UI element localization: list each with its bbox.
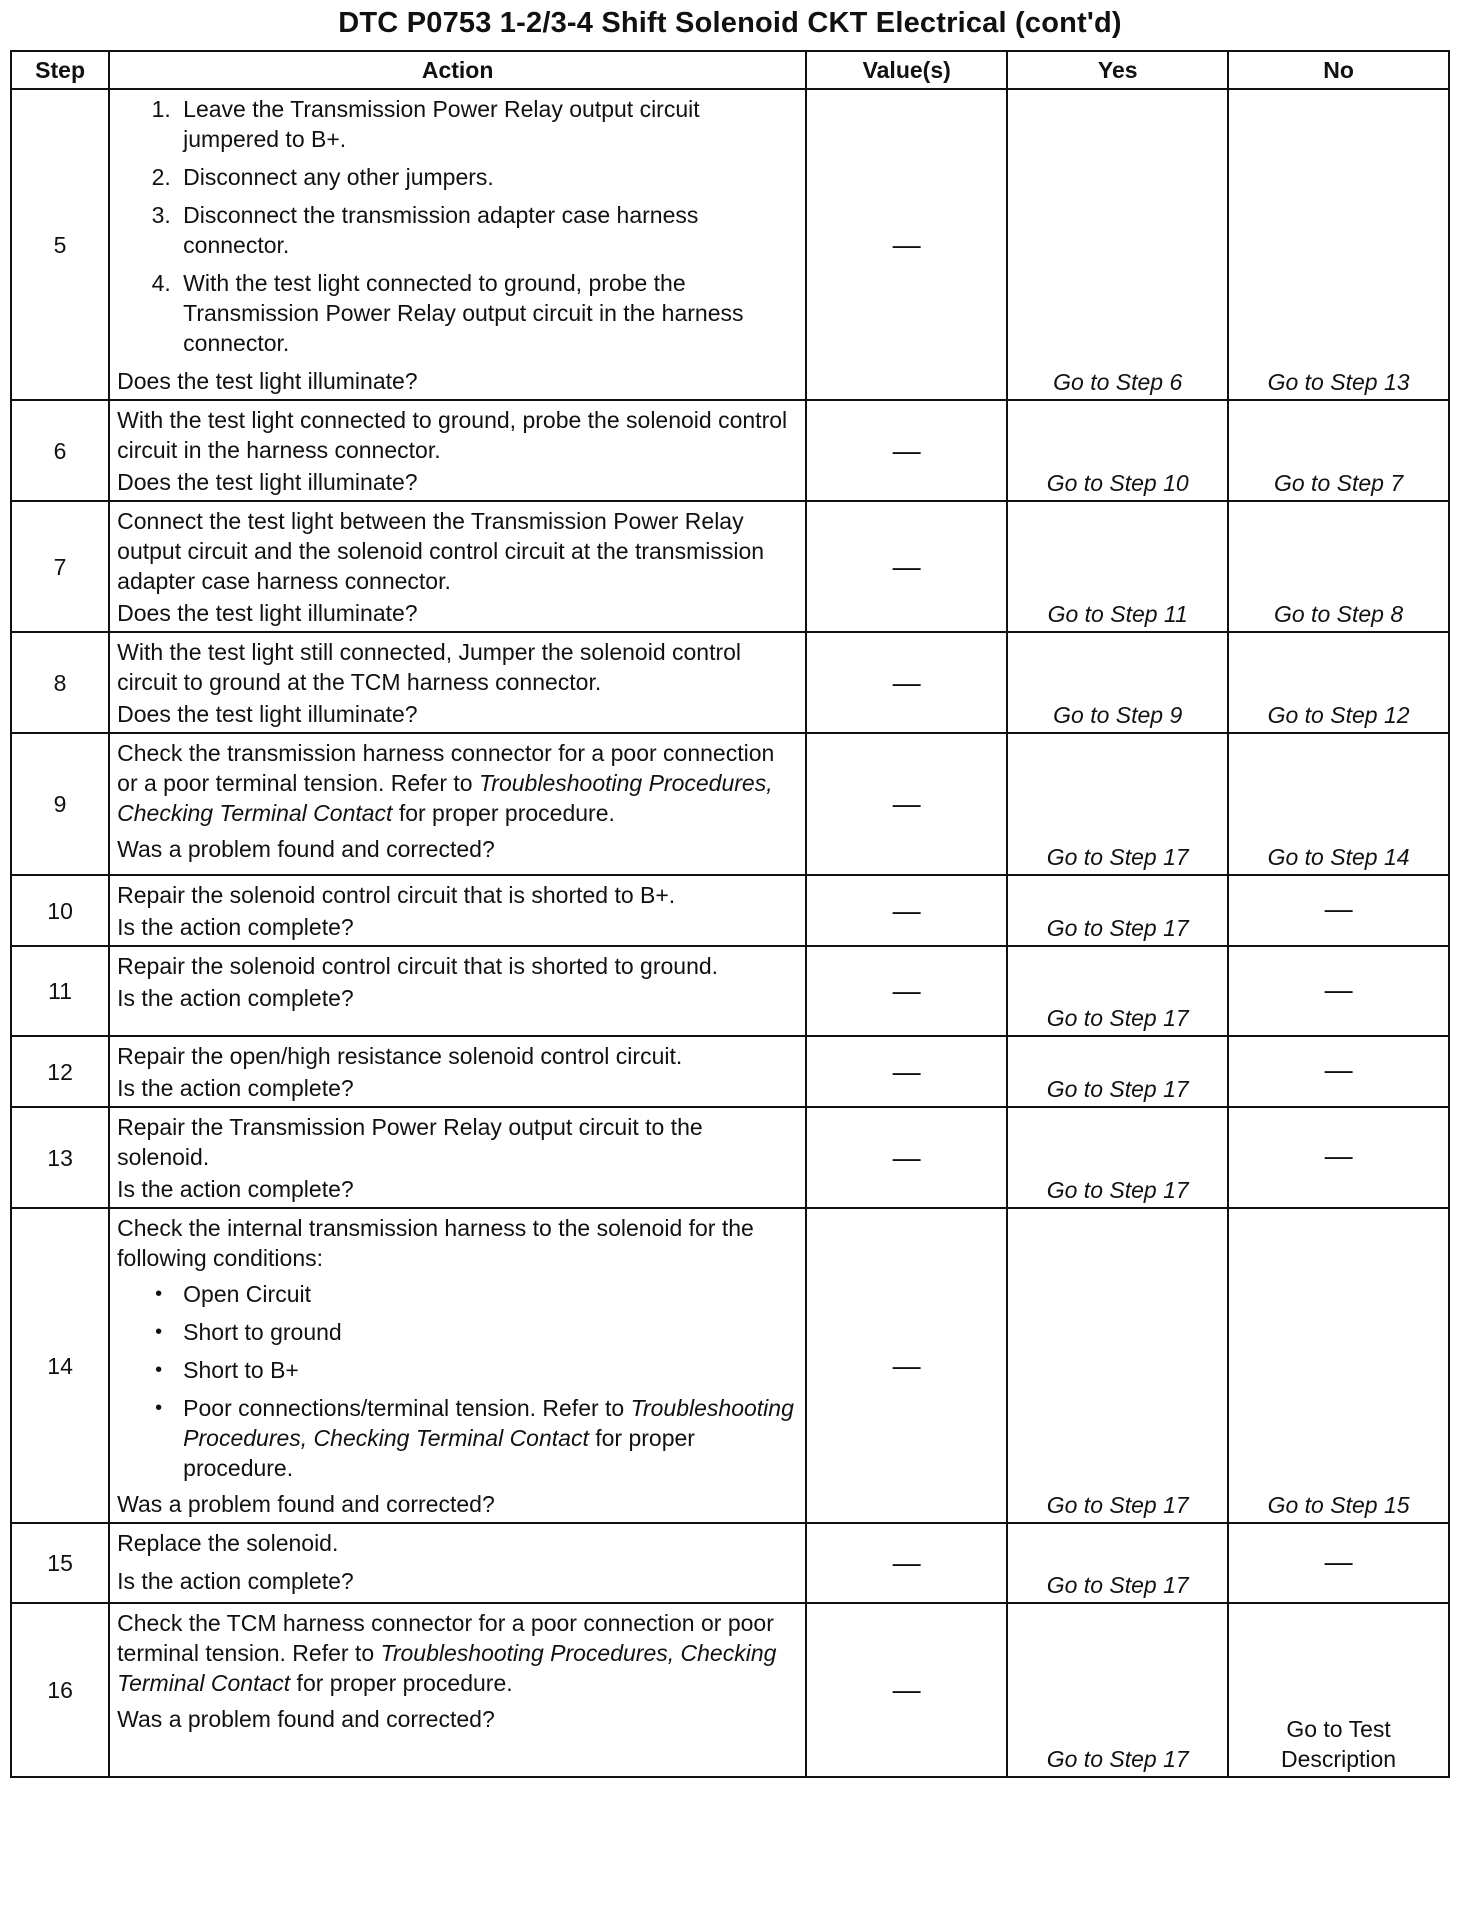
no-goto: Go to Step 15 — [1228, 1208, 1449, 1523]
condition-item: • Short to B+ — [177, 1355, 799, 1385]
yes-goto: Go to Step 9 — [1007, 632, 1228, 733]
table-row — [11, 1208, 1449, 1523]
action-cell — [109, 946, 806, 1036]
step-number: 8 — [11, 632, 109, 733]
diagnostic-table — [10, 50, 1450, 1778]
condition-item: • Open Circuit — [177, 1279, 799, 1309]
table-row — [11, 875, 1449, 946]
step-number: 12 — [11, 1036, 109, 1107]
value-cell: — — [806, 400, 1007, 501]
step-number: 13 — [11, 1107, 109, 1208]
action-question: Is the action complete? — [117, 1568, 354, 1594]
action-question: Does the test light illuminate? — [117, 368, 418, 394]
action-text: Repair the solenoid control circuit that is shorted to B+. — [117, 882, 676, 908]
action-text: With the test light connected to ground, probe the solenoid control circuit in the harness connector. — [117, 407, 788, 463]
no-goto: Go to Step 12 — [1228, 632, 1449, 733]
action-step: 3. Disconnect the transmission adapter case harness connector. — [177, 200, 799, 260]
no-goto: — — [1228, 1107, 1449, 1208]
action-question: Was a problem found and corrected? — [117, 1491, 495, 1517]
yes-goto: Go to Step 17 — [1007, 946, 1228, 1036]
value-cell: — — [806, 1208, 1007, 1523]
procedure-reference: Troubleshooting Procedures, Checking Terminal Contact — [183, 1395, 794, 1451]
action-cell — [109, 1107, 806, 1208]
table-row — [11, 632, 1449, 733]
step-number: 6 — [11, 400, 109, 501]
no-goto: Go to Step 14 — [1228, 733, 1449, 875]
procedure-reference: Troubleshooting Procedures, Checking Terminal Contact — [117, 770, 773, 826]
value-cell: — — [806, 1523, 1007, 1603]
action-text: With the test light still connected, Jumper the solenoid control circuit to ground at the TCM harness connector. — [117, 639, 742, 695]
no-goto: — — [1228, 1036, 1449, 1107]
action-question: Is the action complete? — [117, 1075, 354, 1101]
action-cell — [109, 1523, 806, 1603]
action-text: Repair the open/high resistance solenoid control circuit. — [117, 1043, 683, 1069]
step-number: 14 — [11, 1208, 109, 1523]
action-cell — [109, 875, 806, 946]
table-row — [11, 89, 1449, 400]
table-row — [11, 733, 1449, 875]
value-cell: — — [806, 632, 1007, 733]
table-row — [11, 946, 1449, 1036]
no-goto: — — [1228, 1523, 1449, 1603]
action-step: 1. Leave the Transmission Power Relay output circuit jumpered to B+. — [177, 94, 799, 154]
yes-goto: Go to Step 17 — [1007, 1036, 1228, 1107]
page-title: DTC P0753 1-2/3-4 Shift Solenoid CKT Electrical (cont'd) — [338, 7, 1122, 39]
table-row — [11, 1603, 1449, 1777]
action-text: Repair the Transmission Power Relay output circuit to the solenoid. — [117, 1114, 703, 1170]
header-values: Value(s) — [806, 51, 1007, 89]
yes-goto: Go to Step 17 — [1007, 875, 1228, 946]
value-cell: — — [806, 1036, 1007, 1107]
action-question: Does the test light illuminate? — [117, 600, 418, 626]
action-cell — [109, 1208, 806, 1523]
action-question: Is the action complete? — [117, 914, 354, 940]
yes-goto: Go to Step 17 — [1007, 1107, 1228, 1208]
value-cell: — — [806, 1603, 1007, 1777]
no-goto: Go to Step 7 — [1228, 400, 1449, 501]
value-cell: — — [806, 946, 1007, 1036]
step-number: 9 — [11, 733, 109, 875]
action-question: Does the test light illuminate? — [117, 469, 418, 495]
action-text: Check the transmission harness connector for a poor connection or a poor terminal tension. Refer to Troubleshooting Procedures, Checking Terminal Contact for proper procedure. — [117, 740, 775, 826]
action-text: Check the TCM harness connector for a poor connection or poor terminal tension. Refer to Troubleshooting Procedures, Checking Terminal Contact for proper procedure. — [117, 1610, 777, 1696]
no-goto — [1228, 1603, 1449, 1777]
value-cell: — — [806, 89, 1007, 400]
action-cell — [109, 501, 806, 632]
header-step: Step — [11, 51, 109, 89]
action-question: Does the test light illuminate? — [117, 701, 418, 727]
step-number: 15 — [11, 1523, 109, 1603]
table-row — [11, 1107, 1449, 1208]
condition-item: • Short to ground — [177, 1317, 799, 1347]
value-cell: — — [806, 733, 1007, 875]
header-row — [11, 51, 1449, 89]
step-number: 16 — [11, 1603, 109, 1777]
table-row — [11, 1036, 1449, 1107]
action-cell — [109, 89, 806, 400]
step-number: 7 — [11, 501, 109, 632]
step-number: 10 — [11, 875, 109, 946]
action-question: Is the action complete? — [117, 1176, 354, 1202]
action-text: Check the internal transmission harness to the solenoid for the following conditions: — [117, 1215, 754, 1271]
procedure-reference: Troubleshooting Procedures, Checking Terminal Contact — [117, 1640, 777, 1696]
header-action: Action — [109, 51, 806, 89]
no-goto: — — [1228, 946, 1449, 1036]
no-goto: Go to Step 13 — [1228, 89, 1449, 400]
yes-goto: Go to Step 17 — [1007, 1603, 1228, 1777]
value-cell: — — [806, 501, 1007, 632]
no-goto-line: Go to Test — [1286, 1716, 1391, 1742]
action-cell — [109, 632, 806, 733]
no-goto: Go to Step 8 — [1228, 501, 1449, 632]
no-goto-line: Description — [1281, 1746, 1397, 1772]
action-cell — [109, 400, 806, 501]
header-yes: Yes — [1007, 51, 1228, 89]
step-number: 11 — [11, 946, 109, 1036]
yes-goto: Go to Step 17 — [1007, 1523, 1228, 1603]
table-row — [11, 501, 1449, 632]
value-cell: — — [806, 875, 1007, 946]
action-cell — [109, 1036, 806, 1107]
yes-goto: Go to Step 10 — [1007, 400, 1228, 501]
action-cell — [109, 1603, 806, 1777]
yes-goto: Go to Step 17 — [1007, 1208, 1228, 1523]
step-number: 5 — [11, 89, 109, 400]
no-goto: — — [1228, 875, 1449, 946]
action-question: Was a problem found and corrected? — [117, 836, 495, 862]
action-question: Was a problem found and corrected? — [117, 1706, 495, 1732]
action-steps — [117, 94, 799, 358]
yes-goto: Go to Step 6 — [1007, 89, 1228, 400]
action-question: Is the action complete? — [117, 985, 354, 1011]
value-cell: — — [806, 1107, 1007, 1208]
yes-goto: Go to Step 11 — [1007, 501, 1228, 632]
table-row — [11, 1523, 1449, 1603]
action-cell — [109, 733, 806, 875]
action-step: 2. Disconnect any other jumpers. — [177, 162, 799, 192]
condition-item: • Poor connections/terminal tension. Refer to Troubleshooting Procedures, Checking Terminal Contact for proper procedure. — [177, 1393, 799, 1483]
action-text: Connect the test light between the Transmission Power Relay output circuit and the solenoid control circuit at the transmission adapter case harness connector. — [117, 508, 765, 594]
action-text: Repair the solenoid control circuit that is shorted to ground. — [117, 953, 719, 979]
action-step: 4. With the test light connected to ground, probe the Transmission Power Relay output circuit in the harness connector. — [177, 268, 799, 358]
action-text: Replace the solenoid. — [117, 1530, 339, 1556]
header-no: No — [1228, 51, 1449, 89]
table-row — [11, 400, 1449, 501]
conditions-list — [117, 1279, 799, 1483]
yes-goto: Go to Step 17 — [1007, 733, 1228, 875]
